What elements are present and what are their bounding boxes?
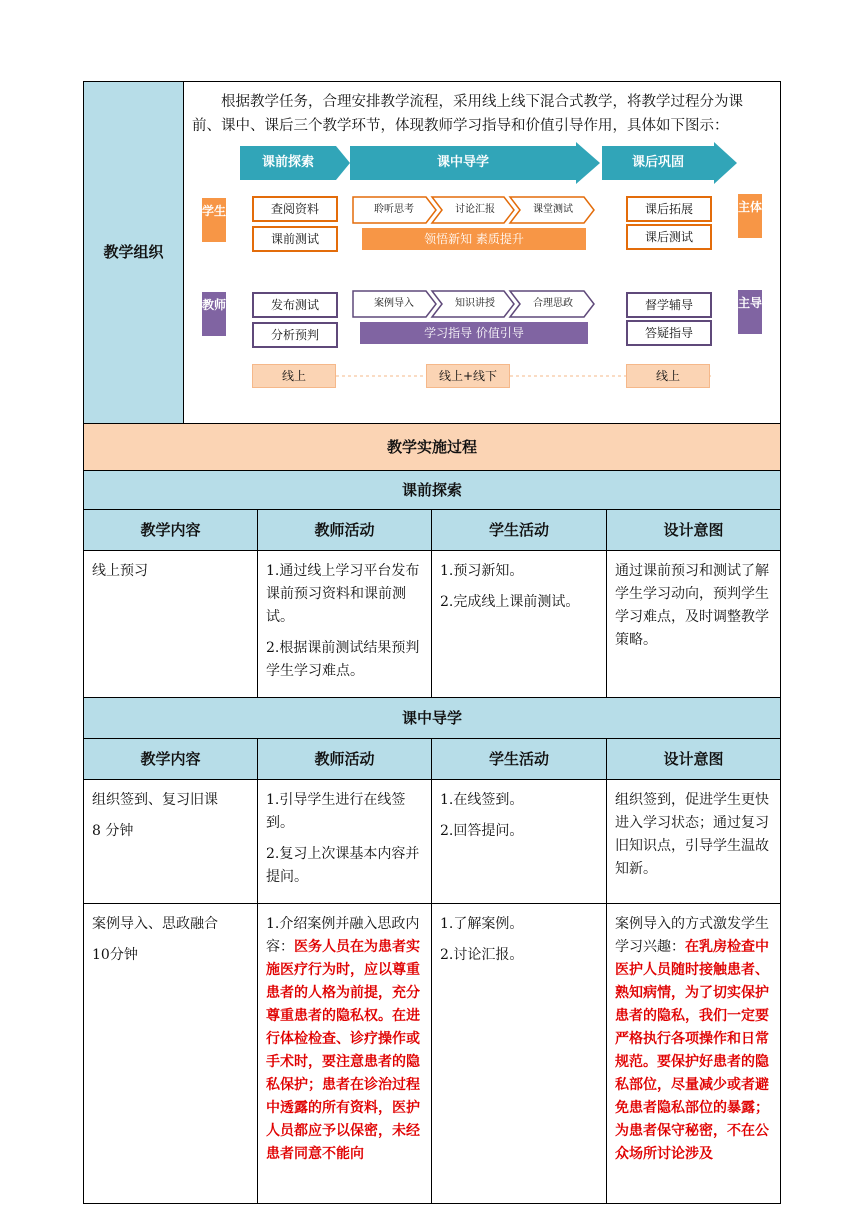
student-post-2: 课后测试 bbox=[626, 224, 712, 250]
phase-label-mid: 课中导学 bbox=[436, 155, 489, 170]
teacher-pre-1: 发布测试 bbox=[252, 292, 338, 318]
mid-row2-teacher-prefix: 1.介绍案例并融入思政内容： bbox=[266, 916, 420, 955]
mid-row2-content-cell bbox=[84, 904, 258, 1204]
mid-header-content: 教学内容 bbox=[84, 739, 258, 780]
role-teacher-side: 主导 bbox=[738, 290, 762, 334]
mode-mid: 线上+线下 bbox=[426, 364, 510, 388]
mid-row2-content: 案例导入、思政融合 bbox=[92, 916, 218, 932]
teacher-mid-band: 学习指导 价值引导 bbox=[360, 322, 588, 344]
student-step-2: 讨论汇报 bbox=[455, 204, 495, 215]
teaching-flow-diagram bbox=[192, 142, 762, 397]
teacher-pre-2: 分析预判 bbox=[252, 322, 338, 348]
student-pre-1: 查阅资料 bbox=[252, 196, 338, 222]
teacher-step-2: 知识讲授 bbox=[455, 298, 495, 309]
teacher-step-1: 案例导入 bbox=[374, 298, 414, 309]
mid-row1-student-cell bbox=[432, 780, 607, 904]
pre-content-cell bbox=[84, 551, 258, 698]
pre-teacher-cell bbox=[258, 551, 432, 698]
mid-row2-student-2: 2.讨论汇报。 bbox=[440, 947, 524, 963]
pre-intent-cell bbox=[607, 551, 781, 698]
role-teacher: 教师 bbox=[202, 292, 226, 336]
mid-section-title: 课中导学 bbox=[84, 698, 781, 739]
mid-row2-time: 10分钟 bbox=[92, 947, 138, 963]
pre-section-title: 课前探索 bbox=[84, 471, 781, 510]
mid-row1-content: 组织签到、复习旧课 bbox=[92, 792, 218, 808]
role-student: 学生 bbox=[202, 198, 226, 242]
teacher-step-3: 合理思政 bbox=[533, 298, 573, 309]
mid-row1-time: 8 分钟 bbox=[92, 823, 134, 839]
mid-header-intent: 设计意图 bbox=[607, 739, 781, 780]
pre-teacher-1: 1.通过线上学习平台发布课前预习资料和课前测试。 bbox=[266, 563, 420, 625]
student-pre-2: 课前测试 bbox=[252, 226, 338, 252]
mid-header-student: 学生活动 bbox=[432, 739, 607, 780]
mid-row2-student-1: 1.了解案例。 bbox=[440, 916, 524, 932]
pre-header-teacher: 教师活动 bbox=[258, 510, 432, 551]
mid-row2-teacher-red: 医务人员在为患者实施医疗行为时，应以尊重患者的人格为前提，充分尊重患者的隐私权。在进行体检检查、诊疗操作或手术时，要注意患者的隐私保护；患者在诊治过程中透露的所有资料，医护人员都应予以保密，未经患者同意不能向 bbox=[266, 939, 420, 1162]
mid-header-teacher: 教师活动 bbox=[258, 739, 432, 780]
mode-pre: 线上 bbox=[252, 364, 336, 388]
org-label: 教学组织 bbox=[84, 82, 184, 424]
mid-row2-intent-prefix: 案例导入的方式激发学生学习兴趣： bbox=[615, 916, 769, 955]
pre-student-cell bbox=[432, 551, 607, 698]
mid-row1-intent: 组织签到，促进学生更快进入学习状态；通过复习旧知识点，引导学生温故知新。 bbox=[615, 792, 769, 877]
teacher-post-1: 督学辅导 bbox=[626, 292, 712, 318]
pre-student-1: 1.预习新知。 bbox=[440, 563, 524, 579]
org-intro: 根据教学任务，合理安排教学流程，采用线上线下混合式教学，将教学过程分为课前、课中、课后三个教学环节，体现教师学习指导和价值引导作用，具体如下图示： bbox=[192, 94, 743, 134]
mode-post: 线上 bbox=[626, 364, 710, 388]
process-title: 教学实施过程 bbox=[84, 424, 781, 471]
mid-row1-student-2: 2.回答提问。 bbox=[440, 823, 524, 839]
pre-intent: 通过课前预习和测试了解学生学习动向，预判学生学习难点，及时调整教学策略。 bbox=[615, 563, 769, 648]
pre-header-content: 教学内容 bbox=[84, 510, 258, 551]
mid-row2-intent-cell bbox=[607, 904, 781, 1204]
mid-row1-student-1: 1.在线签到。 bbox=[440, 792, 524, 808]
org-content bbox=[184, 82, 781, 424]
pre-header-intent: 设计意图 bbox=[607, 510, 781, 551]
student-step-3: 课堂测试 bbox=[533, 204, 573, 215]
role-student-side: 主体 bbox=[738, 194, 762, 238]
pre-teacher-2: 2.根据课前测试结果预判学生学习难点。 bbox=[266, 640, 420, 679]
phase-label-post: 课后巩固 bbox=[631, 155, 684, 170]
student-mid-band: 领悟新知 素质提升 bbox=[362, 228, 586, 250]
mid-row1-teacher-1: 1.引导学生进行在线签到。 bbox=[266, 792, 406, 831]
lesson-plan-table bbox=[83, 81, 781, 1204]
student-step-1: 聆听思考 bbox=[374, 204, 414, 215]
lesson-plan-document bbox=[83, 81, 780, 1204]
mid-row1-teacher-2: 2.复习上次课基本内容并提问。 bbox=[266, 846, 420, 885]
mid-row1-teacher-cell bbox=[258, 780, 432, 904]
pre-header-student: 学生活动 bbox=[432, 510, 607, 551]
pre-content: 线上预习 bbox=[92, 563, 148, 579]
mid-row1-content-cell bbox=[84, 780, 258, 904]
mid-row2-teacher-cell bbox=[258, 904, 432, 1204]
phase-label-pre: 课前探索 bbox=[261, 155, 314, 170]
mid-row2-student-cell bbox=[432, 904, 607, 1204]
mid-row1-intent-cell bbox=[607, 780, 781, 904]
student-post-1: 课后拓展 bbox=[626, 196, 712, 222]
teacher-post-2: 答疑指导 bbox=[626, 320, 712, 346]
mid-row2-intent-red: 在乳房检查中医护人员随时接触患者、熟知病情，为了切实保护患者的隐私，我们一定要严格执行各项操作和日常规范。要保护好患者的隐私部位，尽量减少或者避免患者隐私部位的暴露；为患者保守秘密，不在公众场所讨论涉及 bbox=[615, 939, 769, 1162]
pre-student-2: 2.完成线上课前测试。 bbox=[440, 594, 580, 610]
